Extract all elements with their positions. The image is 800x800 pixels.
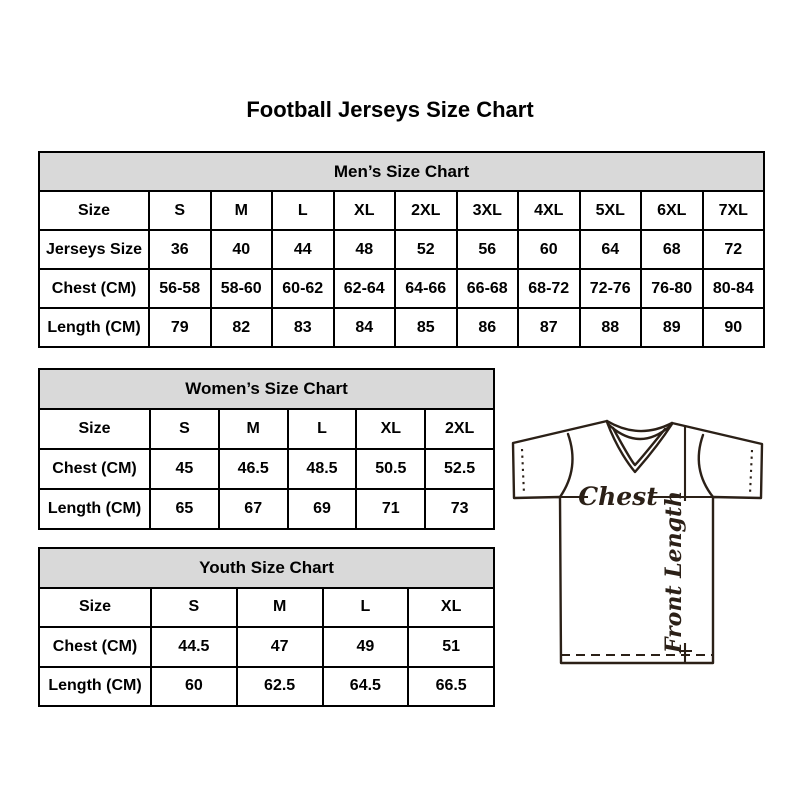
table-column-header: L (272, 191, 334, 230)
table-cell: 45 (150, 449, 219, 489)
table-cell: 80-84 (703, 269, 765, 308)
table-column-header: XL (356, 409, 425, 449)
table-cell: 52.5 (425, 449, 494, 489)
table-cell: 49 (323, 627, 409, 667)
table-row (39, 269, 764, 308)
table-cell: 44.5 (151, 627, 237, 667)
table-row-label: Chest (CM) (39, 627, 151, 667)
armhole-seam-right-icon (699, 435, 713, 497)
table-cell: 64-66 (395, 269, 457, 308)
table-row (39, 489, 494, 529)
table-column-header: M (237, 588, 323, 628)
table-column-header: 4XL (518, 191, 580, 230)
youth-size-chart-table (38, 547, 495, 707)
table-cell: 48 (334, 230, 396, 269)
table-column-header: 6XL (641, 191, 703, 230)
table-cell: 52 (395, 230, 457, 269)
table-cell: 40 (211, 230, 273, 269)
jersey-measurement-diagram (504, 413, 766, 669)
collar-v-outer-icon (607, 422, 672, 472)
table-column-header: 3XL (457, 191, 519, 230)
chest-measure-label: Chest (578, 482, 658, 511)
table-cell: 65 (150, 489, 219, 529)
table-cell: 76-80 (641, 269, 703, 308)
table-cell: 36 (149, 230, 211, 269)
table-title: Women’s Size Chart (39, 369, 494, 409)
table-row-label: Length (CM) (39, 667, 151, 707)
table-cell: 56 (457, 230, 519, 269)
table-cell: 60 (151, 667, 237, 707)
table-cell: 48.5 (288, 449, 357, 489)
table-cell: 46.5 (219, 449, 288, 489)
table-column-header: S (150, 409, 219, 449)
table-row (39, 627, 494, 667)
table-cell: 85 (395, 308, 457, 347)
table-cell: 73 (425, 489, 494, 529)
armhole-seam-left-icon (560, 434, 573, 497)
table-column-header: L (288, 409, 357, 449)
table-cell: 84 (334, 308, 396, 347)
table-cell: 83 (272, 308, 334, 347)
jersey-outline-icon (513, 421, 762, 663)
table-cell: 51 (408, 627, 494, 667)
table-cell: 87 (518, 308, 580, 347)
mens-size-chart-table (38, 151, 765, 348)
table-column-header: Size (39, 409, 150, 449)
table-row-label: Jerseys Size (39, 230, 149, 269)
table-column-header: M (219, 409, 288, 449)
table-column-header: XL (408, 588, 494, 628)
table-column-header: XL (334, 191, 396, 230)
table-cell: 62.5 (237, 667, 323, 707)
table-cell: 67 (219, 489, 288, 529)
table-column-header: 2XL (395, 191, 457, 230)
table-row-label: Chest (CM) (39, 269, 149, 308)
table-column-header: 2XL (425, 409, 494, 449)
table-cell: 68 (641, 230, 703, 269)
table-cell: 60-62 (272, 269, 334, 308)
table-row (39, 308, 764, 347)
table-row-label: Length (CM) (39, 308, 149, 347)
womens-size-chart-table (38, 368, 495, 530)
table-cell: 47 (237, 627, 323, 667)
table-cell: 71 (356, 489, 425, 529)
table-cell: 64.5 (323, 667, 409, 707)
table-row (39, 230, 764, 269)
table-cell: 44 (272, 230, 334, 269)
table-cell: 88 (580, 308, 642, 347)
table-row (39, 449, 494, 489)
table-cell: 90 (703, 308, 765, 347)
table-cell: 58-60 (211, 269, 273, 308)
page-title: Football Jerseys Size Chart (246, 97, 534, 122)
table-cell: 89 (641, 308, 703, 347)
table-column-header: 7XL (703, 191, 765, 230)
table-cell: 50.5 (356, 449, 425, 489)
table-row (39, 667, 494, 707)
table-cell: 69 (288, 489, 357, 529)
table-column-header: M (211, 191, 273, 230)
table-cell: 68-72 (518, 269, 580, 308)
sleeve-stitch-left-icon (522, 449, 524, 494)
table-cell: 72-76 (580, 269, 642, 308)
table-cell: 66.5 (408, 667, 494, 707)
table-title: Youth Size Chart (39, 548, 494, 588)
front-length-measure-label: Front Length (661, 490, 687, 654)
table-cell: 82 (211, 308, 273, 347)
table-column-header: S (151, 588, 237, 628)
table-cell: 86 (457, 308, 519, 347)
sleeve-stitch-right-icon (750, 450, 752, 494)
table-cell: 79 (149, 308, 211, 347)
table-column-header: L (323, 588, 409, 628)
table-column-header: Size (39, 588, 151, 628)
table-column-header: Size (39, 191, 149, 230)
collar-top-arc-icon (607, 421, 672, 431)
table-cell: 66-68 (457, 269, 519, 308)
table-cell: 62-64 (334, 269, 396, 308)
table-column-header: 5XL (580, 191, 642, 230)
table-cell: 60 (518, 230, 580, 269)
table-cell: 56-58 (149, 269, 211, 308)
table-row-label: Chest (CM) (39, 449, 150, 489)
table-row-label: Length (CM) (39, 489, 150, 529)
table-title: Men’s Size Chart (39, 152, 764, 191)
table-cell: 72 (703, 230, 765, 269)
table-column-header: S (149, 191, 211, 230)
table-cell: 64 (580, 230, 642, 269)
